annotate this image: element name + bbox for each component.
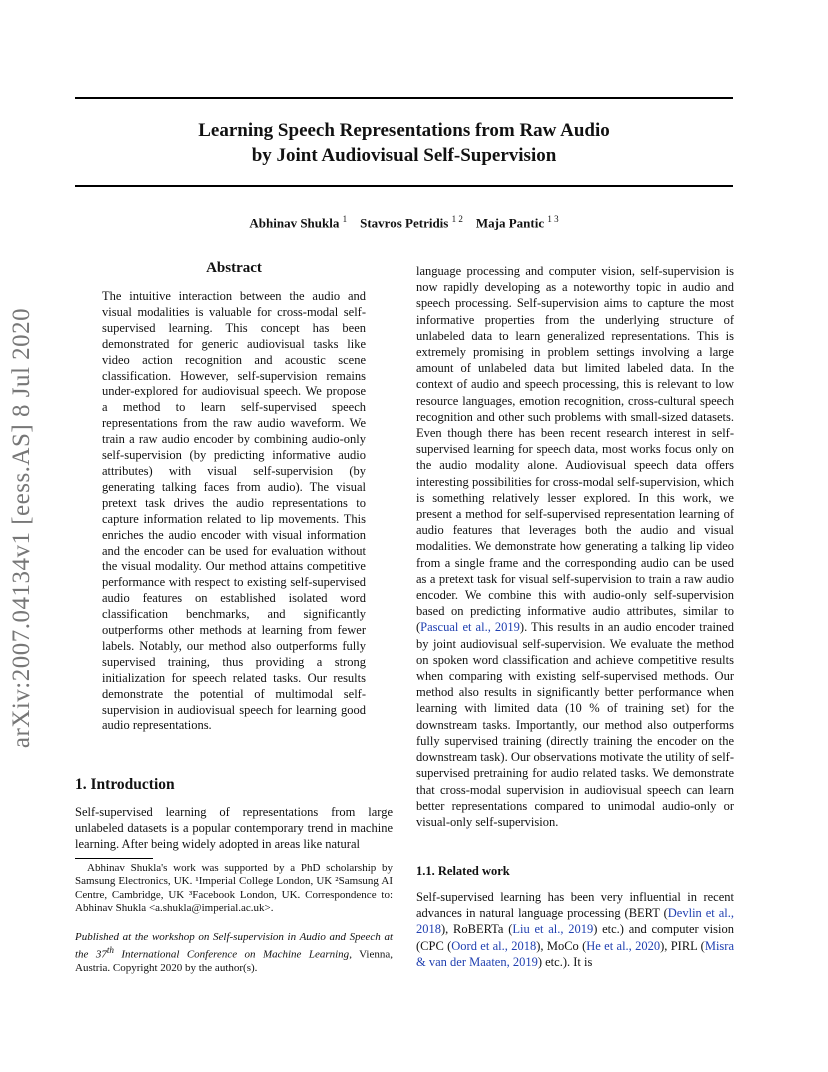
intro-paragraph: Self-supervised learning of representations from large unlabeled datasets is a popular contemporary trend in machine learning. After being widely adopted in areas like natural: [75, 805, 393, 852]
citation-link[interactable]: Misra & van der Maaten, 2019: [416, 938, 735, 969]
author-affiliation: 1: [342, 214, 348, 224]
related-work-paragraph: [416, 889, 734, 970]
citation-link[interactable]: Liu et al., 2019: [512, 922, 594, 937]
paper-title: [75, 118, 733, 168]
author-name: Maja Pantic: [475, 215, 545, 231]
section-heading-introduction: 1. Introduction: [75, 776, 175, 793]
top-rule: [75, 97, 733, 99]
col2-text: language processing and computer vision, self-supervision is now rapidly developing as a noteworthy topic in audio and speech processing. Self-supervision aims to capture the most informative properties from the underlying structure of unlabeled data to learn generalized representations. This is extremely promising in problem settings involving a large amount of unlabeled data but limited labeled data. In the context of audio and speech processing, this is relevant to low resource languages, emotion recognition, cross-cultural speech recognition and other such problems with small-sized datasets. Even though there has been recent research interest in self-supervised learning for speech data, most works focus only on the audio modality alone. Audiovisual speech data offers interesting possibilities for cross-modal self-supervision, which is something relatively lesser explored. In this work, we present a method for self-supervised representation learning of audio features that leverages both the audio and visual modalities. We demonstrate how generating a talking lip video from a single frame and the corresponding audio can be used as a pretext task for visual self-supervision to train a raw audio encoder. We combine this with audio-only self-supervision based on predicting informative audio attributes, similar to (: [416, 264, 734, 635]
related-text: ), PIRL (: [660, 938, 705, 953]
arxiv-stamp-text: arXiv:2007.04134v1 [eess.AS] 8 Jul 2020: [8, 307, 35, 749]
published-conference: International Conference on Machine Learning: [113, 949, 350, 962]
published-text: Published at the workshop on Self-supervision in Audio and Speech at the 37: [75, 931, 393, 962]
published-superscript: th: [106, 945, 114, 956]
author-affiliation: 1 3: [547, 214, 559, 224]
author-name: Stavros Petridis: [360, 215, 449, 231]
col2-text: ). This results in an audio encoder trained by joint audiovisual self-supervision. We evaluate the method on spoken word classification and achieve competitive results when comparing with existing self-supervised methods. Our method also results in significantly better performance when learning with limited data (10 % of training set) for the downstream tasks. Importantly, our method also outperforms fully supervised training (directly training the encoder on the downstream task). Our observations motivate the utility of self-supervised pretraining for audio related tasks. We demonstrate that cross-modal supervision in audiovisual speech can learn better representations compared to unimodal audio-only or visual-only self-supervision.: [416, 620, 734, 829]
citation-link[interactable]: Devlin et al., 2018: [416, 906, 734, 937]
footnote-text: Abhinav Shukla's work was supported by a PhD scholarship by Samsung Electronics, UK. ¹Imperial College London, UK ²Samsung AI Centre, Cambridge, UK ³Facebook London, UK. Correspondence to: Abhinav Shukla <a.shukla@imperial.ac.uk>.: [75, 862, 393, 915]
title-line-1: Learning Speech Representations from Raw Audio: [198, 120, 610, 141]
related-text: ) etc.) and computer vision (CPC (: [416, 922, 734, 953]
title-bottom-rule: [75, 185, 733, 187]
footnote: [75, 862, 393, 916]
footnote-rule: [75, 858, 153, 859]
published-copyright: , Vienna, Austria. Copyright 2020 by the author(s).: [75, 949, 393, 975]
related-text: ), RoBERTa (: [441, 922, 513, 937]
related-text: ) etc.). It is: [537, 954, 593, 969]
author-name: Abhinav Shukla: [249, 215, 340, 231]
intro-paragraph-continued: [416, 263, 734, 830]
related-text: ), MoCo (: [536, 938, 587, 953]
citation-link[interactable]: Oord et al., 2018: [451, 938, 537, 953]
subsection-heading-related-work: 1.1. Related work: [416, 864, 510, 878]
citation-link[interactable]: He et al., 2020: [586, 938, 661, 953]
published-note: [75, 931, 393, 976]
citation-link[interactable]: Pascual et al., 2019: [420, 620, 520, 635]
related-text: Self-supervised learning has been very influential in recent advances in natural language processing (BERT (: [416, 890, 734, 921]
author-affiliation: 1 2: [451, 214, 463, 224]
author-list: [75, 214, 733, 231]
title-line-2: by Joint Audiovisual Self-Supervision: [251, 145, 557, 166]
abstract-heading: Abstract: [206, 260, 262, 276]
abstract-text: The intuitive interaction between the audio and visual modalities is valuable for cross-modal self-supervised learning. This concept has been demonstrated for generic audiovisual tasks like video action recognition and acoustic scene classification. However, self-supervision remains under-explored for audiovisual speech. We propose a method to learn self-supervised speech representations from the raw audio waveform. We train a raw audio encoder by combining audio-only self-supervision (by predicting informative audio attributes) with visual self-supervision (by generating talking faces from audio). The visual pretext task drives the audio representations to capture information related to lip movements. This enriches the audio encoder with visual information and the encoder can be used for evaluation without the visual modality. Our method attains competitive performance with respect to existing self-supervised audio features on established isolated word classification benchmarks, and significantly outperforms other methods at learning from fewer labels. Notably, our method also outperforms fully supervised training, thus providing a strong initialization for speech related tasks. Our results demonstrate the potential of multimodal self-supervision in audiovisual speech for learning good audio representations.: [102, 289, 366, 733]
